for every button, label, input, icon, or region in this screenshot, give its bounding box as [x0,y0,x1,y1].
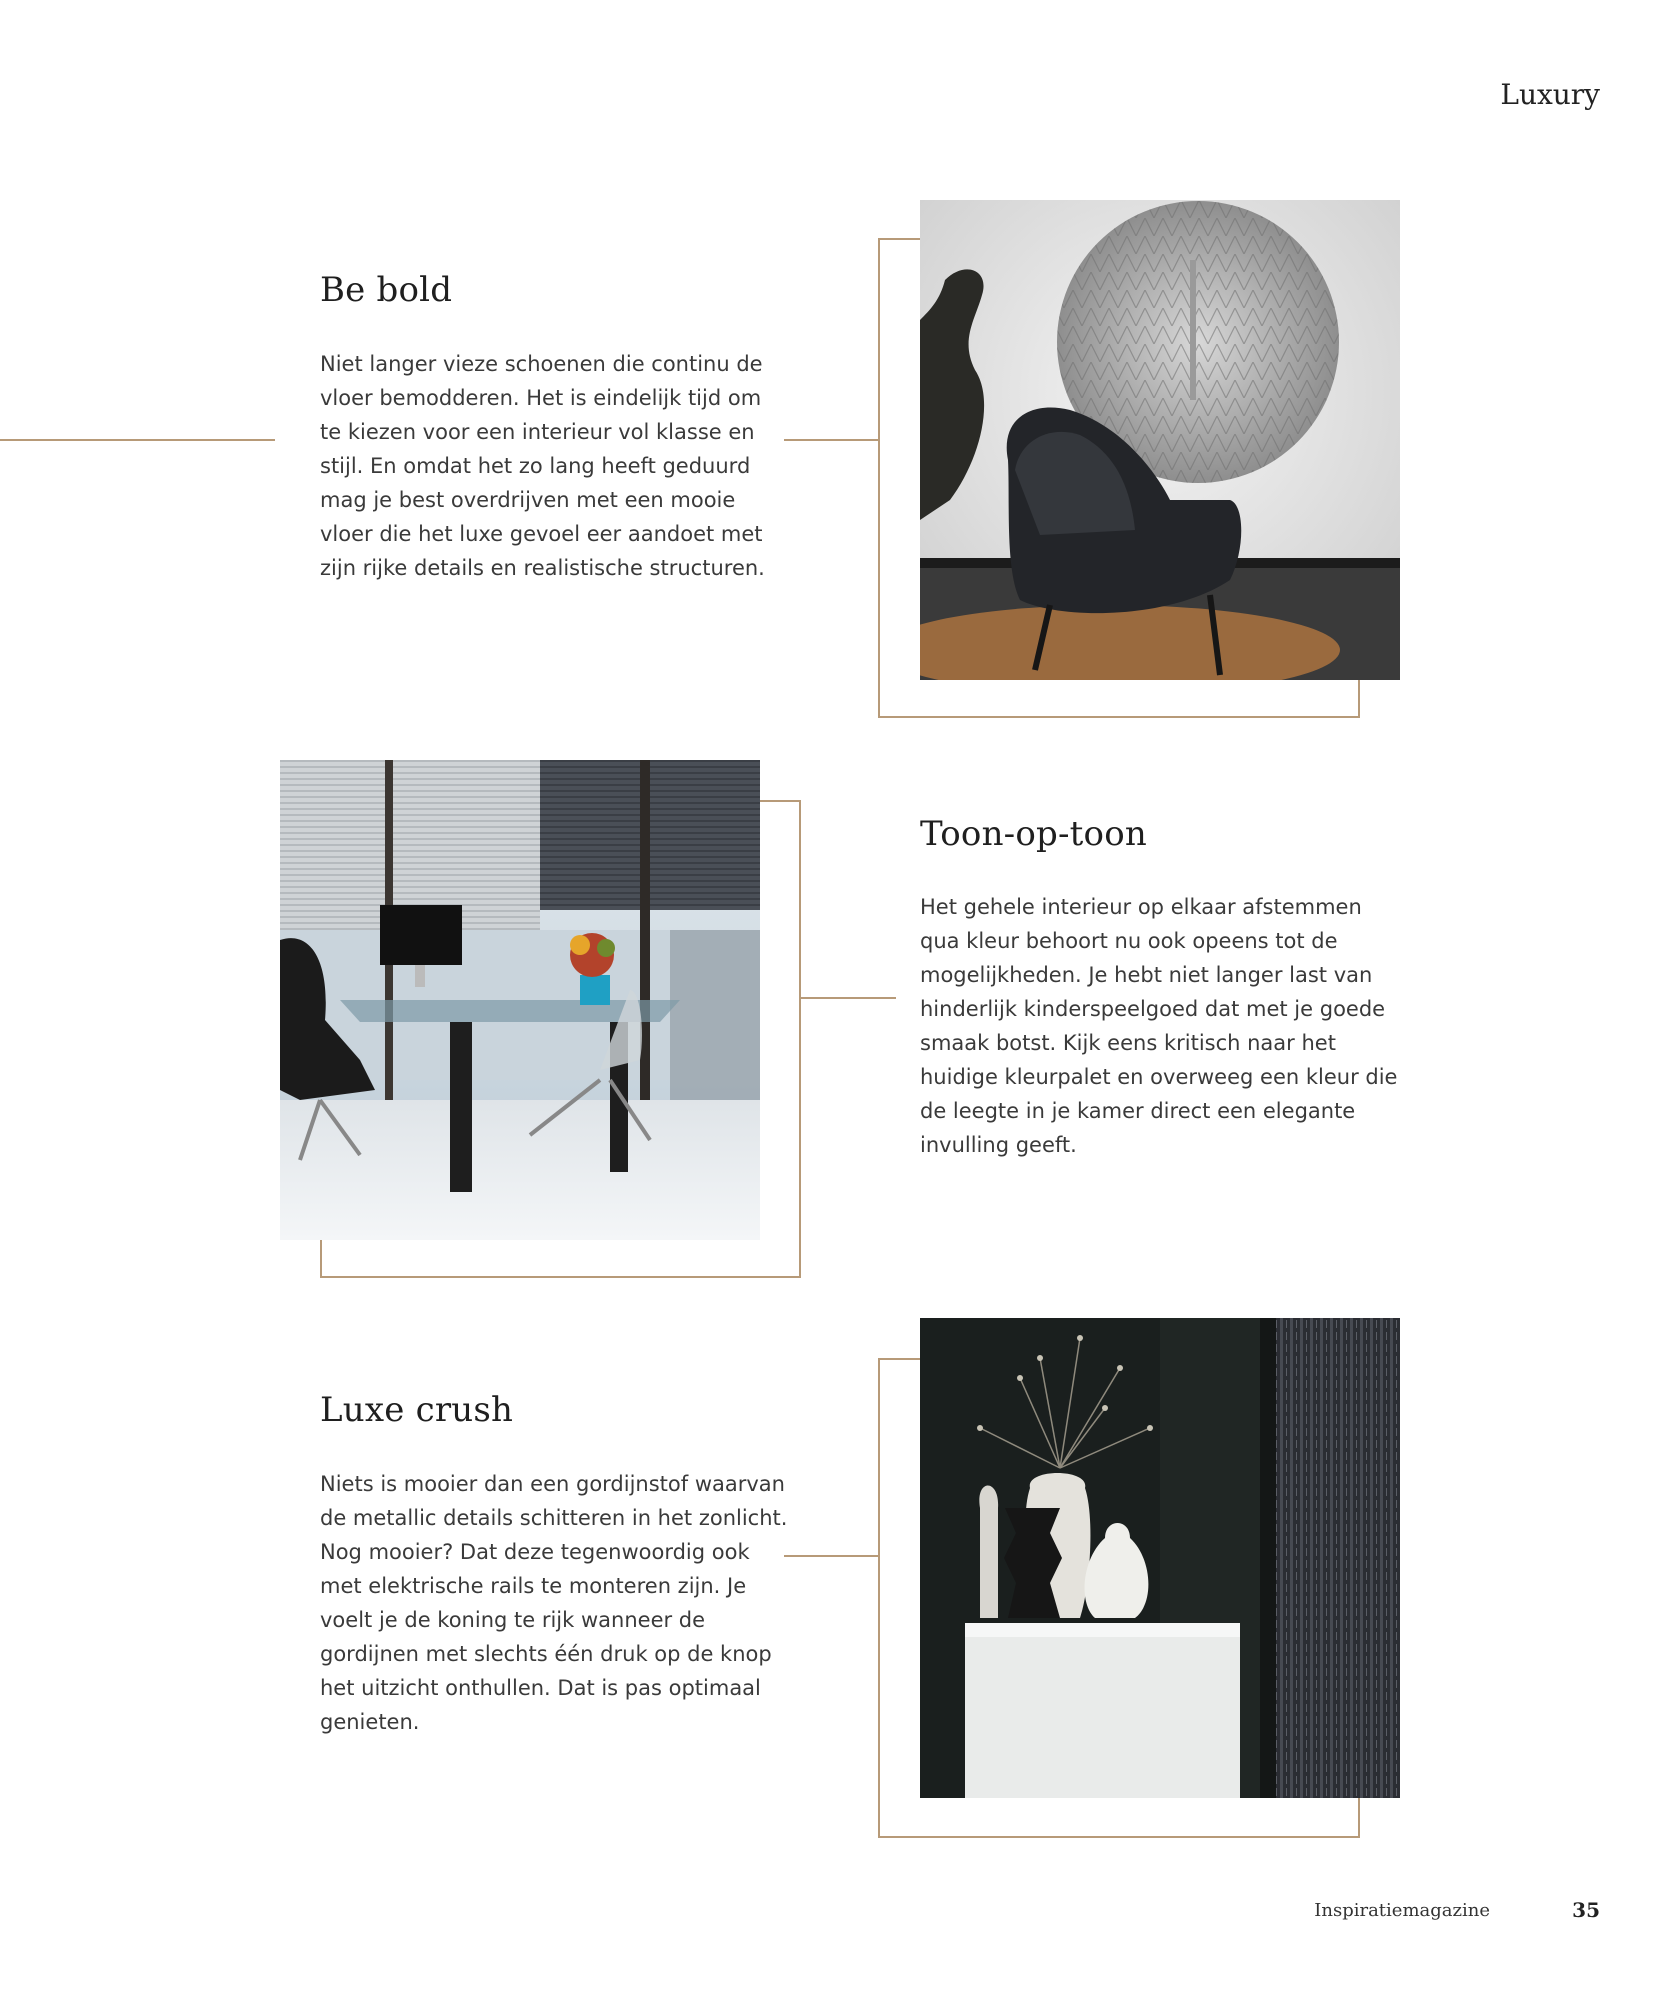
connector-line [0,439,275,441]
footer-magazine-name: Inspiratiemagazine [1314,1900,1490,1921]
block-title: Toon-op-toon [920,814,1147,854]
office-photo [280,760,760,1240]
connector-line [784,439,880,441]
armchair-photo [920,200,1400,680]
block-title: Luxe crush [320,1390,514,1430]
block-text: Niets is mooier dan een gordijnstof waarvan de metallic details schitteren in het zonlicht. Nog mooier? Dat deze tegenwoordig ook met elektrische rails te monteren zijn. Je voelt je de koning te rijk wanneer de gordijnen met slechts één druk op de knop het uitzicht onthullen. Dat is pas optimaal genieten. [320,1472,788,1734]
block-title: Be bold [320,270,453,310]
vases-photo [920,1318,1400,1798]
block-text: Niet langer vieze schoenen die continu de vloer bemodderen. Het is eindelijk tijd om te kiezen voor een interieur vol klasse en stijl. En omdat het zo lang heeft geduurd mag je best overdrijven met een mooie vloer die het luxe gevoel eer aandoet met zijn rijke details en realistische structuren. [320,352,765,580]
block-text: Het gehele interieur op elkaar afstemmen qua kleur behoort nu ook opeens tot de mogelijkheden. Je hebt niet langer last van hinderlijk kinderspeelgoed dat met je goede smaak botst. Kijk eens kritisch naar het huidige kleurpalet en overweeg een kleur die de leegte in je kamer direct een elegante invulling geeft. [920,895,1398,1157]
connector-line [784,1555,880,1557]
connector-line [800,997,896,999]
page-number: 35 [1572,1898,1600,1922]
section-label: Luxury [1500,78,1600,111]
